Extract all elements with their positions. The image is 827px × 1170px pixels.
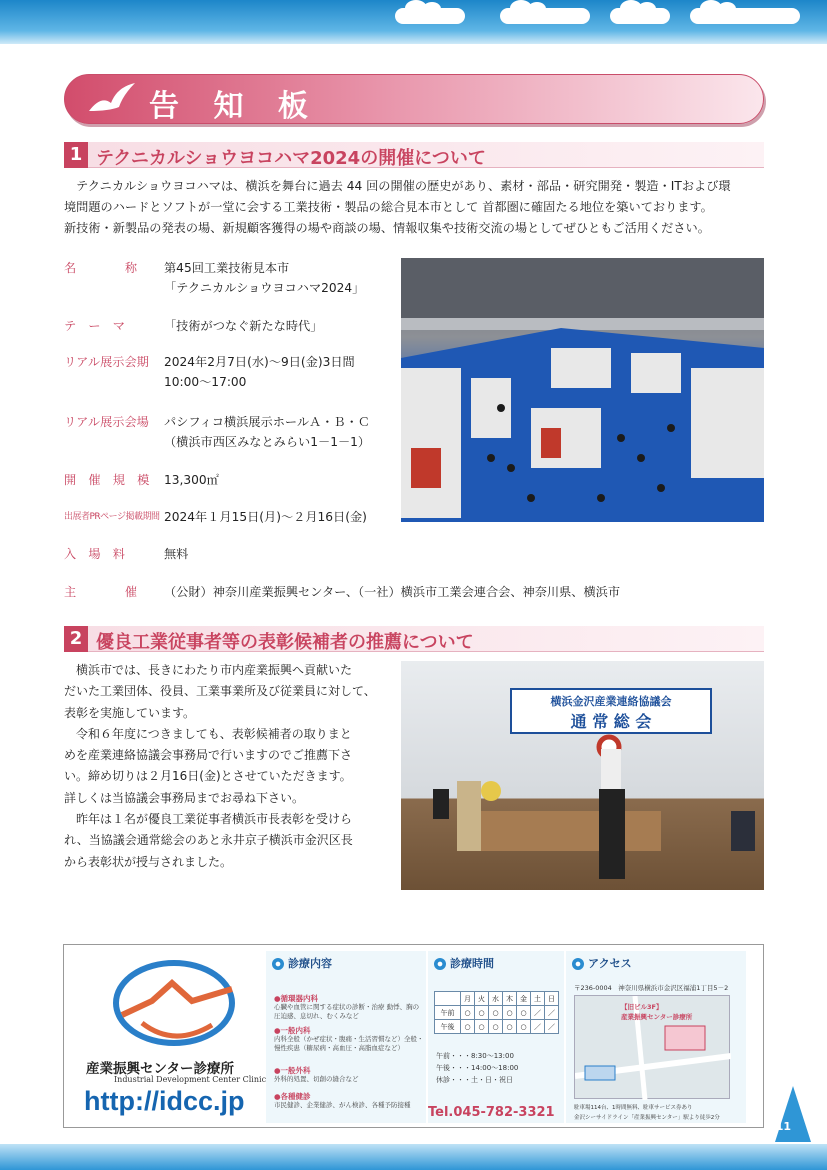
parking-info: 駐車場114台、1時間無料、駐車サービス券あり xyxy=(574,1105,693,1111)
service-dept: ●一般内科 xyxy=(274,1026,311,1035)
map-building-label: 【旧ビル3F】 xyxy=(621,1003,663,1011)
station-info: 金沢シーサイドライン「産業振興センター」駅より徒歩2分 xyxy=(574,1115,720,1121)
cloud-decoration xyxy=(395,8,465,24)
service-dept: ●各種健診 xyxy=(274,1092,311,1101)
clinic-advertisement xyxy=(63,944,764,1128)
map-clinic-label: 産業振興センター診療所 xyxy=(621,1013,693,1021)
section-2-title: 優良工業従事者等の表彰候補者の推薦について xyxy=(96,632,474,653)
section-1-intro: テクニカルショウヨコハマは、横浜を舞台に過去 44 回の開催の歴史があり、素材・部品・研究開発・製造・ITおよび環 境問題のハードとソフトが一堂に会する工業技術・製品の総合見本市として 首都圏に確固たる地位を築いております。 新技術・新製品の発表の場、新規顧客獲得の場や商談の場、情報収集や技術交流の場としてぜひともご活用ください。 xyxy=(64,179,731,235)
circle-bullet-icon xyxy=(572,958,584,970)
holidays: 休診・・・土・日・祝日 xyxy=(436,1076,513,1084)
service-desc: 内科全般（かぜ症状・腹痛・生活習慣など）全般・慢性疾患（糖尿病・高血圧・高脂血症など） xyxy=(274,1035,424,1052)
hours-pm: 午後・・・14:00～18:00 xyxy=(436,1064,519,1072)
banner-title: 告 知 板 xyxy=(149,89,320,124)
circle-bullet-icon xyxy=(434,958,446,970)
services-heading: 診療内容 xyxy=(272,955,332,971)
section-1-header xyxy=(64,142,764,168)
clinic-name: 産業振興センター診療所 xyxy=(86,1061,234,1077)
section-2-number: 2 xyxy=(64,626,88,652)
hours-am: 午前・・・8:30～13:00 xyxy=(436,1052,514,1060)
clinic-phone[interactable]: Tel.045-782-3321 xyxy=(428,1105,555,1120)
sailboat-icon xyxy=(773,1086,813,1146)
cloud-decoration xyxy=(500,8,590,24)
clinic-logo-block xyxy=(82,953,272,1123)
service-desc: 心臓や血管に関する症状の診断・治療 動悸、胸の圧迫感、息切れ、むくみなど xyxy=(274,1003,420,1020)
access-column xyxy=(566,951,746,1123)
cloud-decoration xyxy=(610,8,670,24)
hours-table: 月 火 水 木 金 土 日 午前 ○ ○ ○ ○ ○ ／ ／ 午後 ○ ○ ○ ○ ○ ／ ／ xyxy=(434,991,559,1034)
top-sky-band xyxy=(0,0,827,44)
access-heading: アクセス xyxy=(572,955,632,971)
services-column xyxy=(266,951,426,1123)
service-dept: ●循環器内科 xyxy=(274,994,319,1003)
seagull-icon xyxy=(87,81,137,119)
service-desc: 外科的処置、切創の縫合など xyxy=(274,1075,359,1083)
section-1-number: 1 xyxy=(64,142,88,168)
clinic-logo-icon xyxy=(82,953,272,1053)
circle-bullet-icon xyxy=(272,958,284,970)
clinic-english-name: Industrial Development Center Clinic xyxy=(114,1075,267,1084)
cloud-decoration xyxy=(690,8,800,24)
section-1-title: テクニカルショウヨコハマ2024の開催について xyxy=(96,148,486,169)
section-2-header xyxy=(64,626,764,652)
photo-sign-text: 通 常 総 会 xyxy=(570,712,652,731)
service-dept: ●一般外科 xyxy=(274,1066,311,1075)
page-number: 11 xyxy=(775,1120,791,1133)
notice-board-banner xyxy=(64,74,764,124)
award-ceremony-photo xyxy=(401,661,764,890)
service-desc: 市民健診、企業健診、がん検診、各種予防接種 xyxy=(274,1101,411,1109)
clinic-address: 〒236-0004 神奈川県横浜市金沢区福浦1丁目5－2 xyxy=(574,984,729,992)
exhibition-hall-photo xyxy=(401,258,764,522)
photo-banner-text: 横浜金沢産業連絡協議会 xyxy=(550,695,672,708)
access-map xyxy=(574,995,730,1099)
clinic-url-link[interactable]: http://idcc.jp xyxy=(84,1086,245,1116)
section-2-body: 横浜市では、長きにわたり市内産業振興へ貢献いた だいた工業団体、役員、工業事業所及び従業員に対して、 表彰を実施しています。 令和６年度につきましても、表彰候補者の取りまと めを産業連絡協議会事務局で行いますのでご推薦下さ い。締め切りは２月16日(金)とさせていただきます。 詳しくは当協議会事務局までお尋ね下さい。 昨年は１名が優良工業従事者横浜市長表彰を受けら れ、当協議会通常総会のあと永井京子横浜市金沢区長 から表彰状が授与されました。 xyxy=(64,663,376,869)
hours-column xyxy=(428,951,564,1123)
bottom-sky-band xyxy=(0,1144,827,1170)
hours-heading: 診療時間 xyxy=(434,955,494,971)
